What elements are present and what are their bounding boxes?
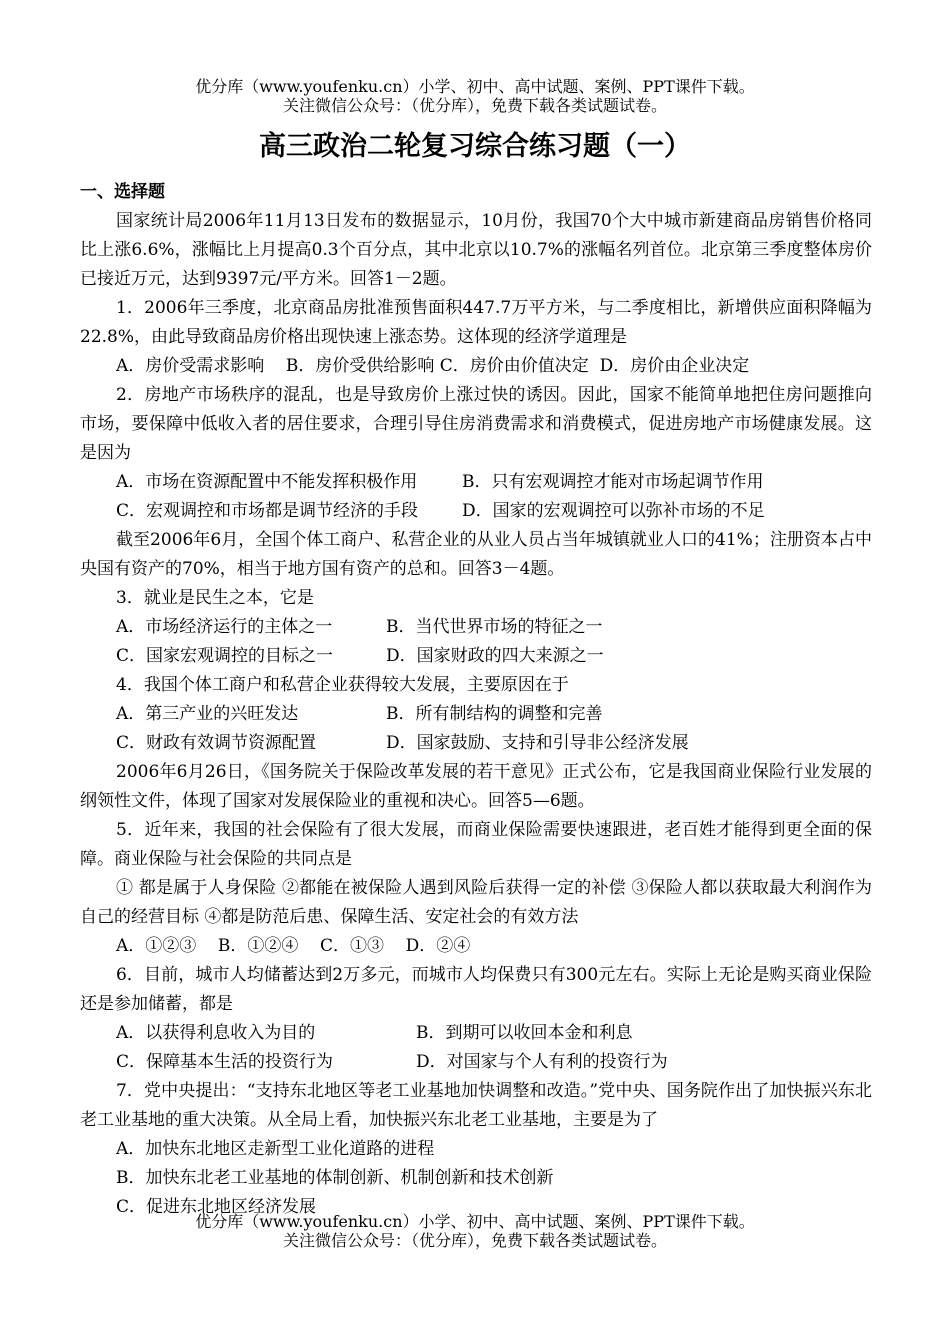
question-5-statements: ① 都是属于人身保险 ②都能在被保险人遇到风险后获得一定的补偿 ③保险人都以获取最大利润作为自己的经营目标 ④都是防范后患、保障生活、安定社会的有效方法 xyxy=(80,878,872,927)
question-5-options: A．①②③ B．①②④ C．①③ D．②④ xyxy=(116,936,471,956)
question-4-options-row-2 xyxy=(80,729,872,758)
question-4-stem: 4．我国个体工商户和私营企业获得较大发展，主要原因在于 xyxy=(116,675,569,695)
question-3-option-c: C．国家宏观调控的目标之一 xyxy=(116,646,334,666)
page-title: 高三政治二轮复习综合练习题（一） xyxy=(259,131,691,162)
question-3-options-row-1 xyxy=(80,613,872,642)
question-3-option-d: D．国家财政的四大来源之一 xyxy=(386,646,604,666)
question-5-stem: 5．近年来，我国的社会保险有了很大发展，而商业保险需要快速跟进，老百姓才能得到更全面的保障。商业保险与社会保险的共同点是 xyxy=(80,820,872,869)
question-6-options-row-2 xyxy=(80,1048,872,1077)
question-7-option-b: B．加快东北老工业基地的体制创新、机制创新和技术创新 xyxy=(116,1168,554,1188)
material-1: 国家统计局2006年11月13日发布的数据显示，10月份，我国70个大中城市新建商品房销售价格同比上涨6.6%，涨幅比上月提高0.3个百分点，其中北京以10.7%的涨幅名列首位。北京第三季度整体房价已接近万元，达到9397元/平方米。回答1－2题。 xyxy=(80,211,872,289)
question-1-stem: 1．2006年三季度，北京商品房批准预售面积447.7万平方米，与二季度相比，新增供应面积降幅为22.8%，由此导致商品房价格出现快速上涨态势。这体现的经济学道理是 xyxy=(80,298,872,347)
material-3: 2006年6月26日，《国务院关于保险改革发展的若干意见》正式公布，它是我国商业保险行业发展的纲领性文件，体现了国家对发展保险业的重视和决心。回答5—6题。 xyxy=(80,762,872,811)
question-7-option-c: C．促进东北地区经济发展 xyxy=(116,1197,317,1217)
question-6-option-a: A．以获得利息收入为目的 xyxy=(116,1023,316,1043)
header-line-2: 关注微信公众号：（优分库），免费下载各类试题试卷。 xyxy=(282,96,667,115)
question-2-stem: 2．房地产市场秩序的混乱，也是导致房价上涨过快的诱因。因此，国家不能简单地把住房问题推向市场，要保障中低收入者的居住要求，合理引导住房消费需求和消费模式，促进房地产市场健康发展。这是因为 xyxy=(80,385,872,463)
question-2-option-b: B．只有宏观调控才能对市场起调节作用 xyxy=(462,472,764,492)
question-4-options-row-1 xyxy=(80,700,872,729)
question-6-option-d: D．对国家与个人有利的投资行为 xyxy=(416,1052,668,1072)
question-4-option-c: C．财政有效调节资源配置 xyxy=(116,733,317,753)
question-2-options-row-1 xyxy=(80,468,872,497)
question-6-option-b: B．到期可以收回本金和利息 xyxy=(416,1023,633,1043)
header-line-1: 优分库（www.youfenku.cn）小学、初中、高中试题、案例、PPT课件下载。 xyxy=(195,77,755,96)
page-footer xyxy=(0,1212,950,1250)
question-3-option-a: A．市场经济运行的主体之一 xyxy=(116,617,333,637)
question-7-option-a: A．加快东北地区走新型工业化道路的进程 xyxy=(116,1139,435,1159)
question-4-option-a: A．第三产业的兴旺发达 xyxy=(116,704,299,724)
question-4-option-b: B．所有制结构的调整和完善 xyxy=(386,704,603,724)
footer-line-1: 优分库（www.youfenku.cn）小学、初中、高中试题、案例、PPT课件下载。 xyxy=(195,1212,755,1231)
question-3-stem: 3．就业是民生之本，它是 xyxy=(116,588,314,608)
question-2-options-row-2 xyxy=(80,497,872,526)
question-4-option-d: D．国家鼓励、支持和引导非公经济发展 xyxy=(386,733,689,753)
question-1-options: A．房价受需求影响 B．房价受供给影响 C．房价由价值决定 D．房价由企业决定 xyxy=(116,356,750,376)
question-7-stem: 7．党中央提出：“支持东北地区等老工业基地加快调整和改造。”党中央、国务院作出了加快振兴东北老工业基地的重大决策。从全局上看，加快振兴东北老工业基地，主要是为了 xyxy=(80,1081,872,1130)
footer-line-2: 关注微信公众号：（优分库），免费下载各类试题试卷。 xyxy=(282,1231,667,1250)
question-2-option-d: D．国家的宏观调控可以弥补市场的不足 xyxy=(462,501,765,521)
question-6-stem: 6．目前，城市人均储蓄达到2万多元，而城市人均保费只有300元左右。实际上无论是购买商业保险还是参加储蓄，都是 xyxy=(80,965,872,1014)
question-2-option-a: A．市场在资源配置中不能发挥积极作用 xyxy=(116,472,418,492)
question-6-option-c: C．保障基本生活的投资行为 xyxy=(116,1052,334,1072)
section-heading: 一、选择题 xyxy=(80,182,165,202)
material-2: 截至2006年6月，全国个体工商户、私营企业的从业人员占当年城镇就业人口的41%；注册资本占中央国有资产的70%，相当于地方国有资产的总和。回答3－4题。 xyxy=(80,530,872,579)
question-3-options-row-2 xyxy=(80,642,872,671)
question-6-options-row-1 xyxy=(80,1019,872,1048)
page-header xyxy=(0,77,950,115)
document-body xyxy=(80,178,872,1222)
question-3-option-b: B．当代世界市场的特征之一 xyxy=(386,617,603,637)
question-2-option-c: C．宏观调控和市场都是调节经济的手段 xyxy=(116,501,419,521)
